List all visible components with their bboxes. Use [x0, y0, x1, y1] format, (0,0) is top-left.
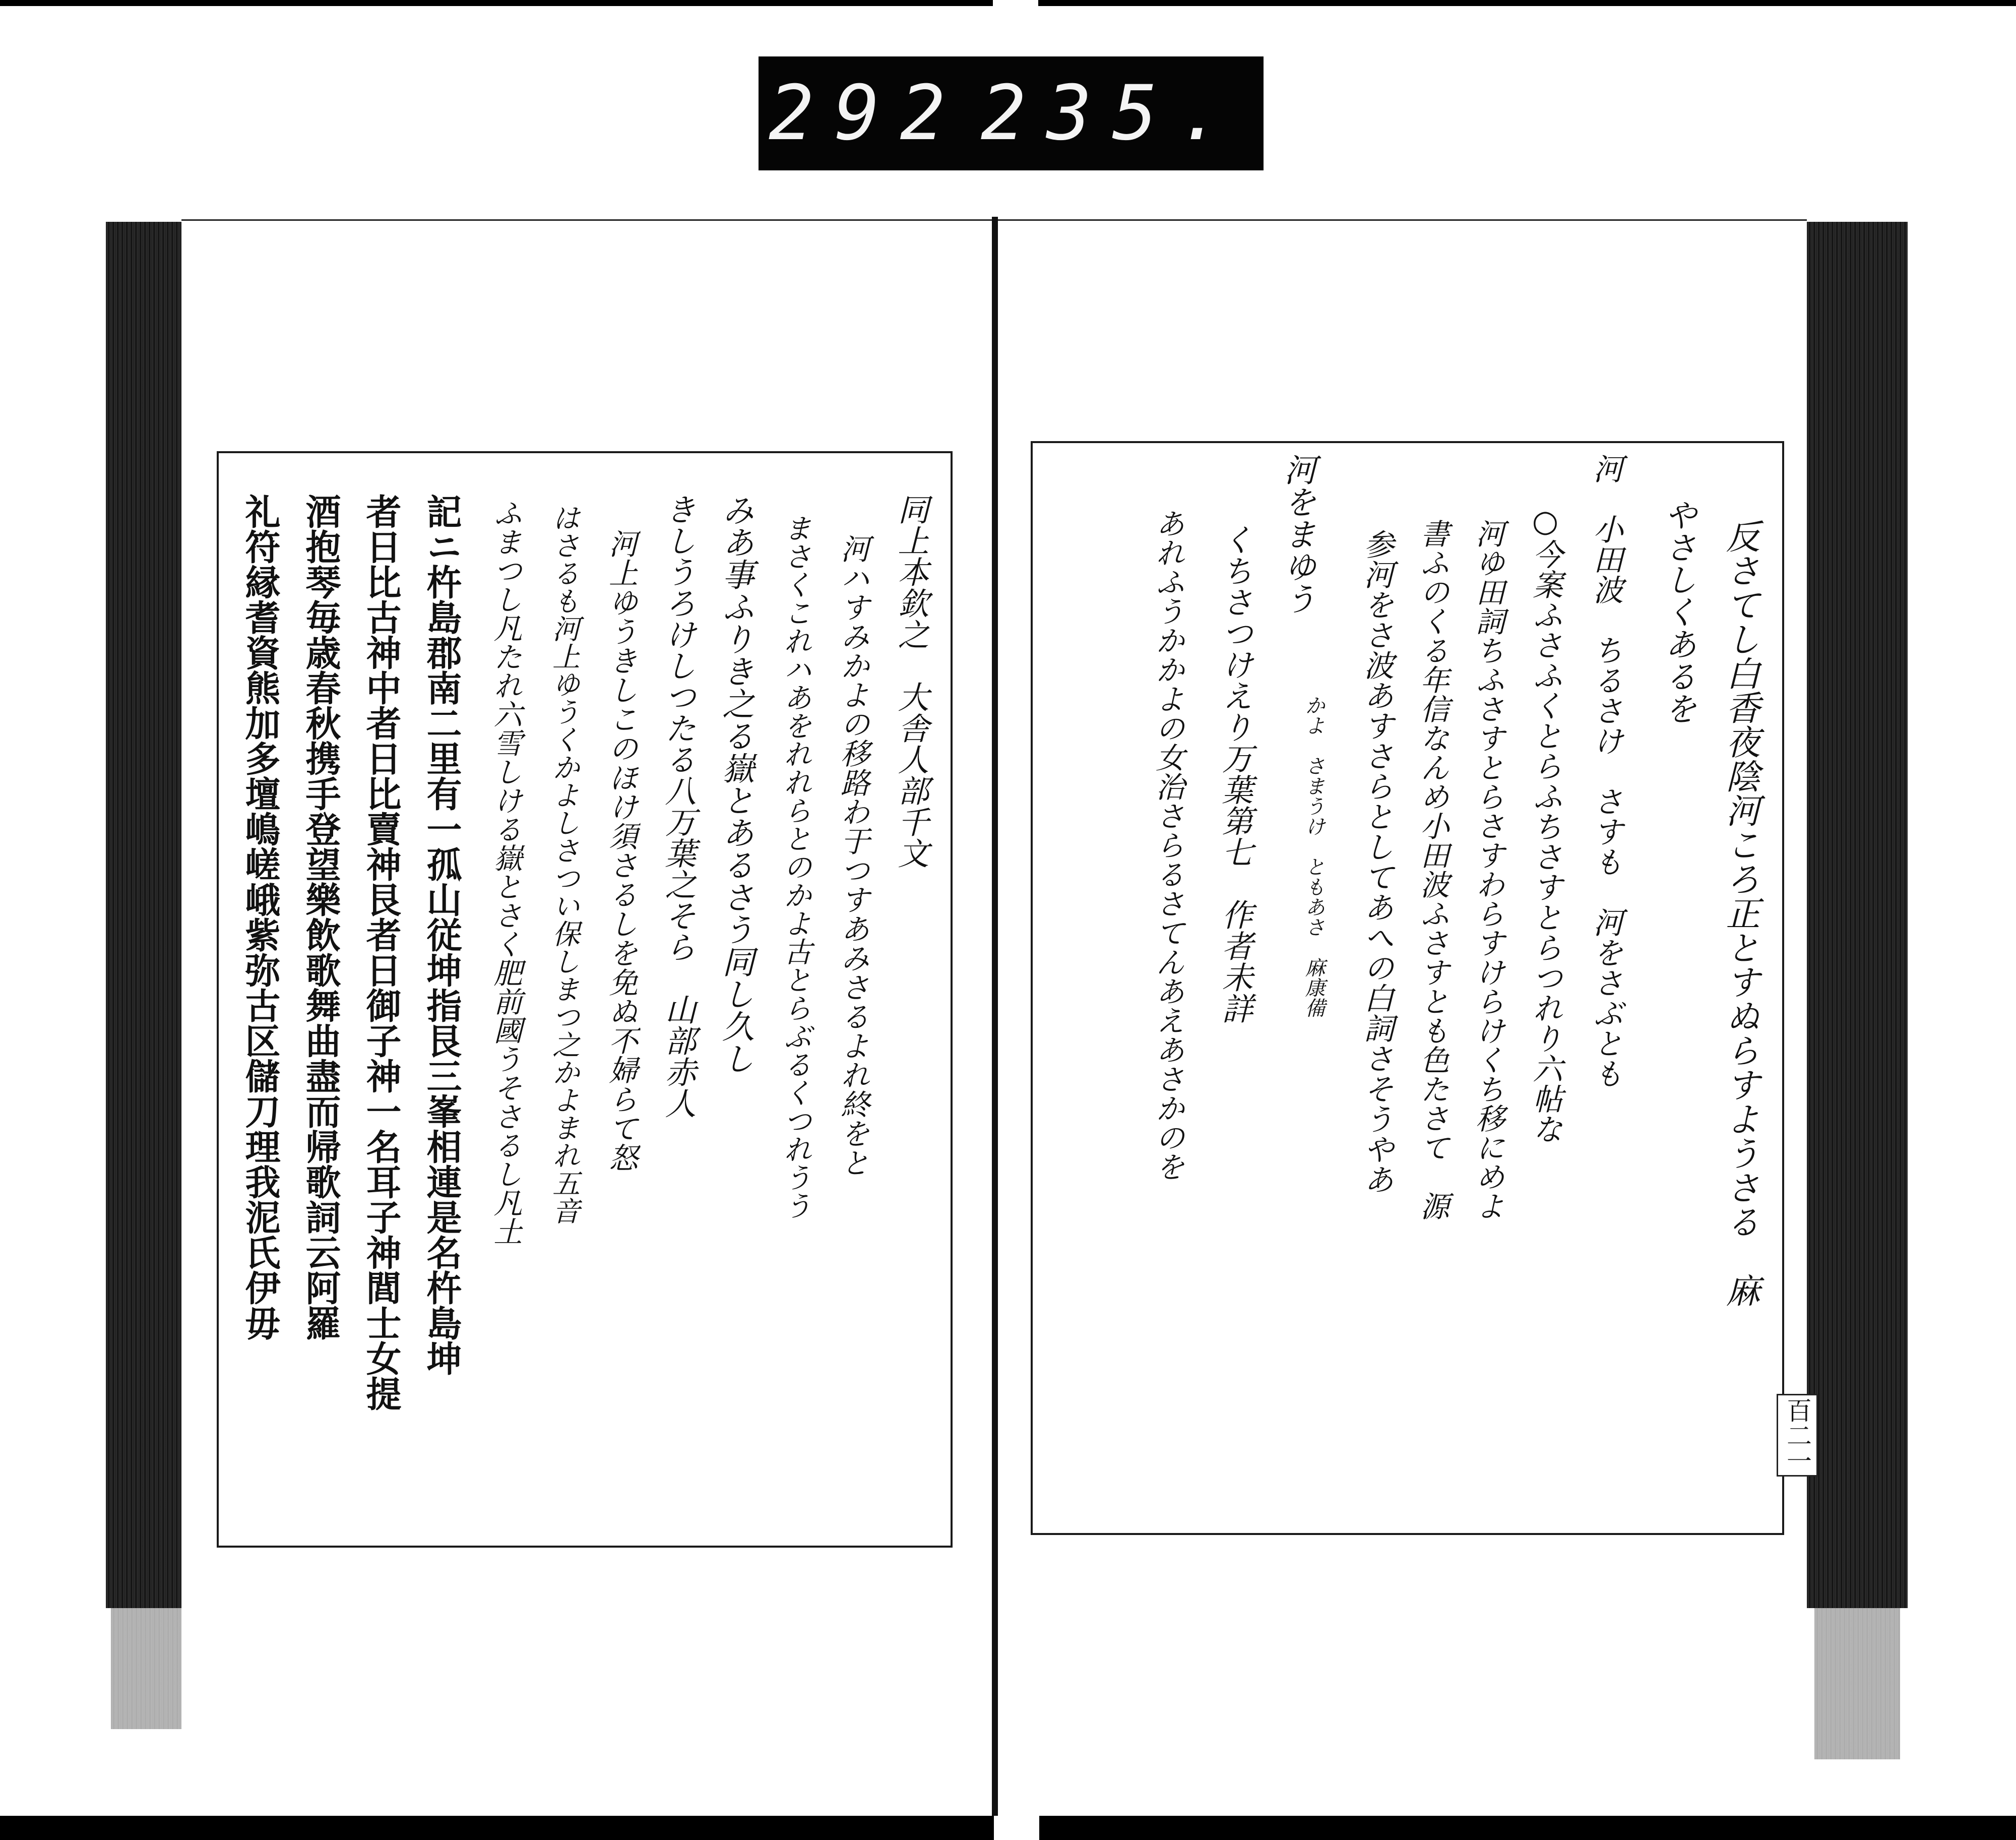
text-column: 同上本欽之 大舎人部千文: [893, 494, 929, 869]
book-edge-left: [106, 222, 181, 1608]
text-column: 河ハすみかよの移路わ于つすあみさるよれ終をと: [836, 534, 870, 1177]
text-column: ○今案ふさふくとらふちさすとらつれり六帖な: [1528, 504, 1563, 1144]
archive-number-label: [759, 56, 1264, 170]
text-column: 参河をさ波あすさらとしてあへの白詞さそうやあ: [1359, 529, 1394, 1194]
text-column: 者日比古神中者日比賣神艮者日御子神一名耳子神閭士女提: [360, 494, 402, 1411]
book-edge-right: [1807, 222, 1908, 1608]
right-text-frame: [1031, 441, 1784, 1535]
text-column: きしうろけしつたる八万葉之そら 山部赤人: [660, 494, 697, 1119]
text-column: みあ事ふりき之る嶽とあるさう同し久し: [717, 494, 754, 1074]
book-edge-right-bottom: [1814, 1608, 1900, 1759]
text-column: 河上ゆうきしこのほけ須さるしを免ぬ不婦らて怒: [604, 529, 638, 1172]
text-column: 河 小田波 ちるさけ さすも 河をさぶとも: [1588, 453, 1623, 1088]
text-column: ふまつし凡たれ六雪しける嶽とさく肥前國うそさるし凡土: [489, 499, 522, 1246]
text-column: やさしくあるを: [1659, 499, 1696, 724]
page-number: 百二一: [1777, 1394, 1818, 1477]
text-column: 河をまゆう: [1279, 453, 1316, 615]
text-column: 書ふのくる年信なんめ小田波ふさすとも色たさて 源: [1415, 519, 1450, 1220]
text-column: はさるも河上ゆうくかよしさつい保しまつ之かよまれ五音: [548, 504, 580, 1224]
text-column: まさくこれハあをれれらとのかよ古とらぶるくつれうう: [779, 514, 812, 1219]
book-spine: [992, 217, 998, 1840]
text-column: くちさつけえり万葉第七 作者未詳: [1217, 524, 1253, 1024]
text-column: 礼符縁耆資熊加多壇嶋嵯峨紫弥古区儲刀理我泥氏伊毋: [239, 494, 281, 1340]
scan-border-bottom-gap: [994, 1816, 1039, 1840]
text-column: 反さてし白香夜陰河ころ正とすぬらすようさる 麻: [1720, 519, 1760, 1307]
left-archive-number: 292: [769, 70, 966, 157]
text-column: 記ニ杵島郡南二里有一孤山従坤指艮三峯相連是名杵島坤: [421, 494, 463, 1376]
text-column: 河ゆ田詞ちふさすとらさすわらすけらけくち移にめよ: [1471, 519, 1505, 1220]
text-column: あれふうかかよの女治さらるさてんあえあさかのを: [1151, 509, 1185, 1181]
gloss-column: かよ さまうけ ともあさ 麻康備: [1302, 695, 1325, 1018]
left-text-frame: [217, 451, 953, 1548]
book-edge-left-bottom: [111, 1608, 181, 1729]
text-column: 酒抱琴毎歳春秋携手登望樂飲歌舞曲盡而帰歌詞云阿羅: [300, 494, 342, 1340]
right-archive-number: 235.: [980, 70, 1243, 157]
scan-border-top-left: [0, 0, 993, 6]
scan-border-top-right: [1038, 0, 2016, 6]
